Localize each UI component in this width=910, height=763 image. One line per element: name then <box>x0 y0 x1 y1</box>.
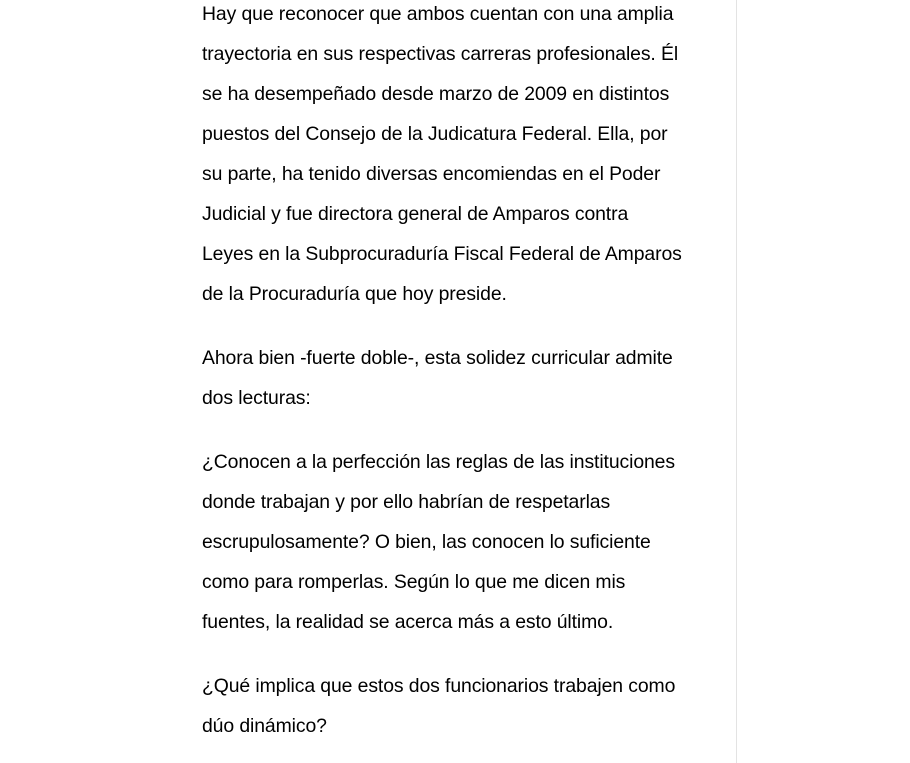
article-body <box>202 0 712 763</box>
column-divider <box>736 0 737 763</box>
article-paragraph-3: ¿Conocen a la perfección las reglas de las instituciones donde trabajan y por ello habrían de respetarlas escrupulosamente? O bien, las conocen lo suficiente como para romperlas. Según lo que me dicen mis fuentes, la realidad se acerca más a esto último. <box>202 451 675 633</box>
article-paragraph-2: Ahora bien -fuerte doble-, esta solidez curricular admite dos lecturas: <box>202 347 673 409</box>
article-paragraph-1: Hay que reconocer que ambos cuentan con una amplia trayectoria en sus respectivas carreras profesionales. Él se ha desempeñado desde marzo de 2009 en distintos puestos del Consejo de la Judicatura Federal. Ella, por su parte, ha tenido diversas encomiendas en el Poder Judicial y fue directora general de Amparos contra Leyes en la Subprocuraduría Fiscal Federal de Amparos de la Procuraduría que hoy preside. <box>202 3 682 305</box>
article-paragraph-4: ¿Qué implica que estos dos funcionarios trabajen como dúo dinámico? <box>202 675 676 737</box>
